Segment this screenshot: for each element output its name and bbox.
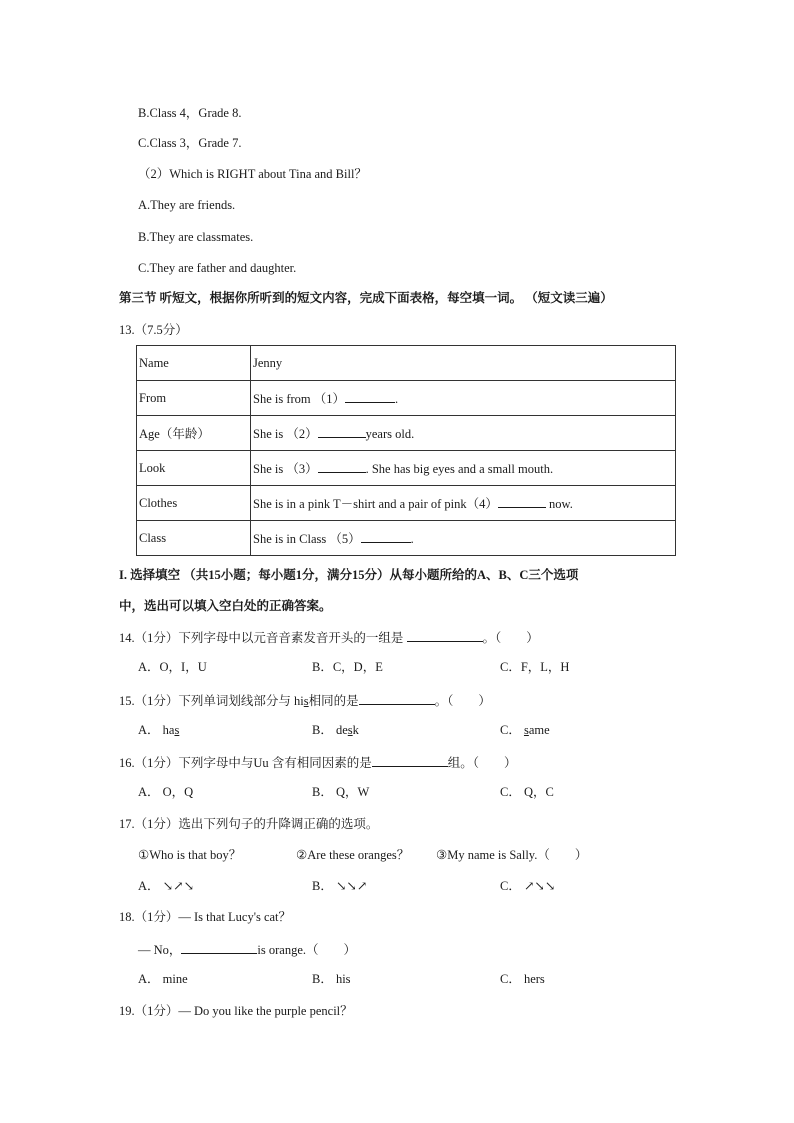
q17-sentence-1: ①Who is that boy？ xyxy=(138,848,242,862)
value-text: now. xyxy=(545,497,573,511)
q12-2-option-a: A.They are friends. xyxy=(138,198,236,212)
underlined-letter: s xyxy=(523,723,529,737)
q17-sentence-2: ②Are these oranges？ xyxy=(296,848,410,862)
q16-option-b[interactable]: B． Q，W xyxy=(312,785,370,799)
table-row xyxy=(137,416,676,451)
answer-blank[interactable] xyxy=(181,942,257,954)
answer-blank-2[interactable] xyxy=(318,426,366,438)
q12-2-option-c: C.They are father and daughter. xyxy=(138,261,297,275)
stem-text: 组。（ ） xyxy=(447,756,517,770)
part1-heading-line2: 中，选出可以填入空白处的正确答案。 xyxy=(119,599,332,613)
q14-stem xyxy=(119,630,539,645)
q17-option-c[interactable]: C． ↗↘↘ xyxy=(500,879,556,893)
q12-option-c: C.Class 3，Grade 7. xyxy=(138,136,242,150)
value-text: . xyxy=(395,392,399,406)
option-text: k xyxy=(352,723,359,737)
table-key: From xyxy=(137,381,251,416)
underlined-letter: s xyxy=(303,694,309,708)
q16-stem xyxy=(119,755,517,770)
option-text: A． ha xyxy=(138,723,175,737)
q14-option-c[interactable]: C．F，L，H xyxy=(500,660,570,674)
stem-text: 16.（1分）下列字母中与Uu 含有相同因素的是 xyxy=(119,756,372,770)
option-text: C． xyxy=(500,723,524,737)
part1-heading-line1: I. 选择填空 （共15小题；每小题1分，满分15分）从每小题所给的A、B、C三个选项 xyxy=(119,568,579,582)
stem-text: 。（ ） xyxy=(482,631,539,645)
value-text: Jenny xyxy=(253,355,283,370)
table-value xyxy=(251,486,676,521)
q17-option-a[interactable]: A． ↘↗↘ xyxy=(138,879,195,893)
stem-text: — No， xyxy=(138,943,182,957)
value-text: . xyxy=(410,532,414,546)
table-key: Look xyxy=(137,451,251,486)
value-text: She is in Class （5） xyxy=(253,532,361,546)
stem-word: hi xyxy=(294,694,304,708)
table-key: Class xyxy=(137,521,251,556)
q12-option-b: B.Class 4，Grade 8. xyxy=(138,106,242,120)
answer-blank-1[interactable] xyxy=(345,391,395,403)
section3-heading: 第三节 听短文，根据你所听到的短文内容，完成下面表格，每空填一词。 （短文读三遍） xyxy=(119,291,613,305)
answer-blank-5[interactable] xyxy=(361,531,411,543)
table-key: Age（年龄） xyxy=(137,416,251,451)
option-text: ame xyxy=(528,723,550,737)
q18-option-a[interactable]: A． mine xyxy=(138,972,188,986)
q15-stem xyxy=(119,693,491,708)
table-row xyxy=(137,521,676,556)
q12-2-stem: （2）Which is RIGHT about Tina and Bill？ xyxy=(138,167,367,181)
q18-option-b[interactable]: B． his xyxy=(312,972,351,986)
table-value xyxy=(251,381,676,416)
table-key: Name xyxy=(137,346,251,381)
table-key: Clothes xyxy=(137,486,251,521)
value-text: years old. xyxy=(365,427,415,441)
q13-info-table xyxy=(136,345,676,556)
table-row xyxy=(137,451,676,486)
q19-stem: 19.（1分）— Do you like the purple pencil？ xyxy=(119,1004,353,1018)
answer-blank-3[interactable] xyxy=(318,461,366,473)
answer-blank[interactable] xyxy=(359,693,435,705)
q16-option-c[interactable]: C． Q，C xyxy=(500,785,554,799)
value-text: She is （3） xyxy=(253,462,318,476)
value-text: . She has big eyes and a small mouth. xyxy=(365,462,554,476)
q12-2-option-b: B.They are classmates. xyxy=(138,230,254,244)
q16-option-a[interactable]: A． O，Q xyxy=(138,785,194,799)
q18-line2 xyxy=(138,942,356,957)
answer-blank[interactable] xyxy=(407,630,483,642)
stem-text: 。（ ） xyxy=(434,694,491,708)
q15-option-a[interactable] xyxy=(138,724,179,737)
q18-option-c[interactable]: C． hers xyxy=(500,972,545,986)
answer-blank[interactable] xyxy=(372,755,448,767)
stem-text: 15.（1分）下列单词划线部分与 xyxy=(119,694,295,708)
stem-text: 14.（1分）下列字母中以元音音素发音开头的一组是 xyxy=(119,631,407,645)
q17-option-b[interactable]: B． ↘↘↗ xyxy=(312,879,368,893)
q18-stem: 18.（1分）— Is that Lucy's cat？ xyxy=(119,910,292,924)
option-text: B． de xyxy=(312,723,348,737)
q13-label: 13.（7.5分） xyxy=(119,323,188,337)
q17-stem: 17.（1分）选出下列句子的升降调正确的选项。 xyxy=(119,817,379,831)
stem-text: 相同的是 xyxy=(308,694,359,708)
table-row xyxy=(137,346,676,381)
table-row xyxy=(137,381,676,416)
q17-sentence-3: ③My name is Sally.（ ） xyxy=(436,848,588,862)
value-text: She is from （1） xyxy=(253,392,346,406)
q15-option-c[interactable] xyxy=(500,724,550,737)
q14-option-a[interactable]: A．O，I，U xyxy=(138,660,207,674)
table-value xyxy=(251,521,676,556)
table-row xyxy=(137,486,676,521)
q15-option-b[interactable] xyxy=(312,724,359,737)
underlined-letter: s xyxy=(174,723,180,737)
table-value xyxy=(251,451,676,486)
table-value xyxy=(251,346,676,381)
underlined-letter: s xyxy=(347,723,353,737)
stem-text: is orange.（ ） xyxy=(257,943,357,957)
table-value xyxy=(251,416,676,451)
value-text: She is in a pink T－shirt and a pair of pink（4） xyxy=(253,497,498,511)
answer-blank-4[interactable] xyxy=(498,496,546,508)
q14-option-b[interactable]: B．C，D，E xyxy=(312,660,383,674)
value-text: She is （2） xyxy=(253,427,318,441)
